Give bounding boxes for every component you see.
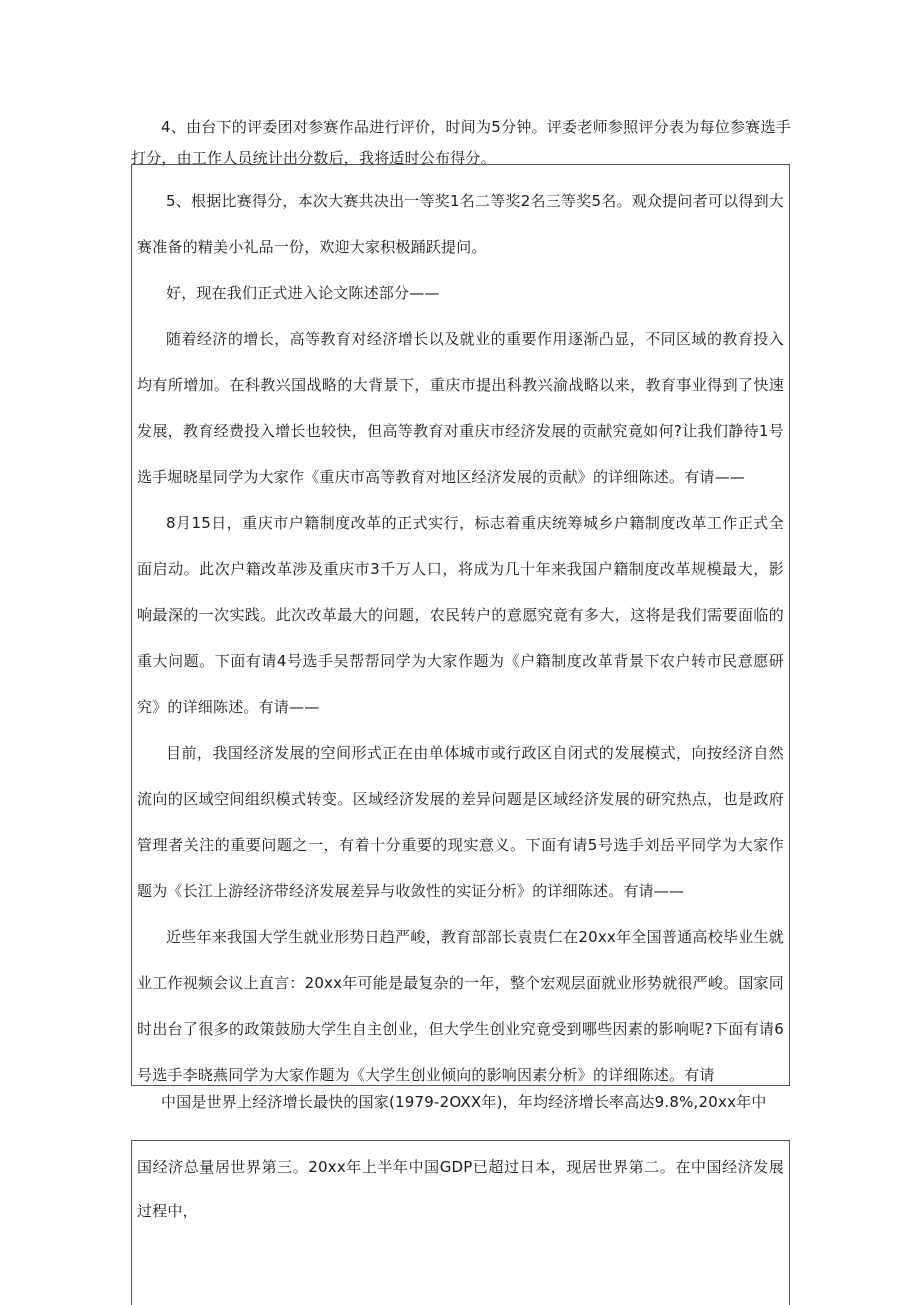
paragraph-china-gdp: 国经济总量居世界第三。20xx年上半年中国GDP已超过日本，现居世界第二。在中国经济发展过程中， — [137, 1158, 784, 1220]
paragraph-student-employment: 近些年来我国大学生就业形势日趋严峻，教育部部长袁贵仁在20xx年全国普通高校毕业生就业工作视频会议上直言：20xx年可能是最复杂的一年，整个宏观层面就业形势就很严峻。国家同时出台了很多的政策鼓励大学生自主创业，但大学生创业究竟受到哪些因素的影响呢?下面有请6号选手李晓燕同学为大家作题为《大学生创业倾向的影响因素分析》的详细陈述。有请 — [137, 928, 784, 1084]
paragraph-china-growth: 中国是世界上经济增长最快的国家(1979-2OXX年)，年均经济增长率高达9.8%,20xx年中 — [161, 1093, 767, 1111]
paragraph-evaluation: 4、由台下的评委团对参赛作品进行评价，时间为5分钟。评委老师参照评分表为每位参赛选手打分，由工作人员统计出分数后，我将适时公布得分。 — [131, 118, 791, 167]
speech-box-content — [137, 178, 784, 1098]
paragraph-hukou-reform: 8月15日，重庆市户籍制度改革的正式实行，标志着重庆统筹城乡户籍制度改革工作正式全面启动。此次户籍改革涉及重庆市3千万人口，将成为几十年来我国户籍制度改革规模最大，影响最深的一次实践。此次改革最大的问题，农民转户的意愿究竟有多大，这将是我们需要面临的重大问题。下面有请4号选手吴帮帮同学为大家作题为《户籍制度改革背景下农户转市民意愿研究》的详细陈述。有请—— — [137, 514, 784, 716]
paragraph-regional-economy: 目前，我国经济发展的空间形式正在由单体城市或行政区自闭式的发展模式，向按经济自然流向的区域空间组织模式转变。区域经济发展的差异问题是区域经济发展的研究热点，也是政府管理者关注的重要问题之一，有着十分重要的现实意义。下面有请5号选手刘岳平同学为大家作题为《长江上游经济带经济发展差异与收敛性的实证分析》的详细陈述。有请—— — [137, 744, 784, 900]
paragraph-awards: 5、根据比赛得分，本次大赛共决出一等奖1名二等奖2名三等奖5名。观众提问者可以得到大赛准备的精美小礼品一份，欢迎大家积极踊跃提问。 — [137, 192, 784, 256]
paragraph-intro: 好，现在我们正式进入论文陈述部分—— — [166, 284, 440, 302]
continuation-box — [131, 1140, 790, 1305]
paragraph-education-economy: 随着经济的增长，高等教育对经济增长以及就业的重要作用逐渐凸显，不同区域的教育投入均有所增加。在科教兴国战略的大背景下，重庆市提出科教兴渝战略以来，教育事业得到了快速发展，教育经费投入增长也较快，但高等教育对重庆市经济发展的贡献究竟如何?让我们静待1号选手堀晓星同学为大家作《重庆市高等教育对地区经济发展的贡献》的详细陈述。有请—— — [137, 330, 784, 486]
speech-box — [131, 164, 790, 1086]
continuation-box-content — [137, 1145, 784, 1233]
